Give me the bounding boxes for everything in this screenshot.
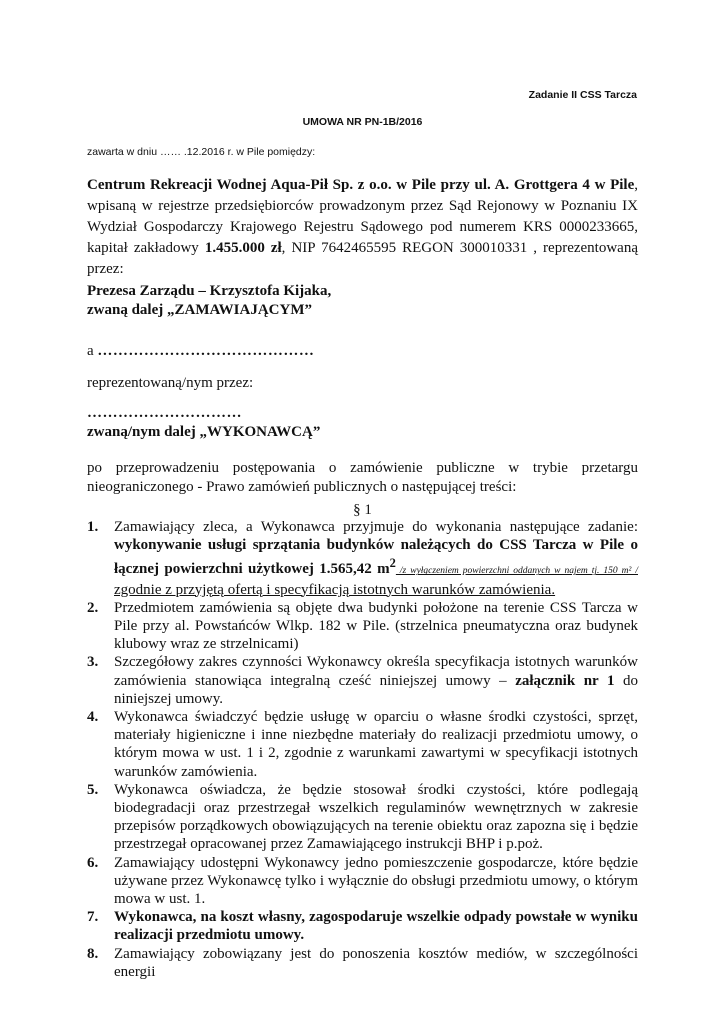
item-number: 1. bbox=[87, 519, 99, 535]
party1-paragraph bbox=[87, 175, 638, 280]
task-label: Zadanie II CSS Tarcza bbox=[528, 89, 637, 101]
party2-rep-dots: ………………………… bbox=[87, 405, 242, 421]
section-heading: § 1 bbox=[353, 502, 372, 518]
item-number: 2. bbox=[87, 599, 99, 616]
item-bold-text: wykonywanie usługi sprzątania budynków należących do CSS Tarcza w Pile o łącznej powierzchni użytkowej 1.565,42 m bbox=[114, 537, 638, 578]
concluded-line: zawarta w dniu …… .12.2016 r. w Pile pomiędzy: bbox=[87, 146, 316, 158]
list-item bbox=[87, 945, 638, 981]
list-item bbox=[87, 518, 638, 599]
item-text: Wykonawca oświadcza, że będzie stosował środki czystości, które podlegają biodegradacji oraz przestrzegał wszelkich regulaminów wewnętrznych w zakresie przepisów porządkowych obowiązujących na terenie obiektu oraz zapozna się i będzie przestrzegał opracowanej przez Zamawiającego instrukcji BHP i p.poż. bbox=[114, 781, 638, 853]
intro-paragraph: po przeprowadzeniu postępowania o zamówienie publiczne w trybie przetargu nieograniczonego - Prawo zamówień publicznych o następującej treści: bbox=[87, 460, 638, 495]
party2-line bbox=[87, 343, 314, 360]
party2-prefix: a bbox=[87, 343, 94, 359]
party1-capital: 1.455.000 zł bbox=[204, 240, 282, 256]
item-bold-text: Wykonawca, na koszt własny, zagospodaruje wszelkie odpady powstałe w wyniku realizacji przedmiotu umowy. bbox=[114, 909, 638, 944]
list-item bbox=[87, 708, 638, 781]
party1-desc1: , wpisaną w rejestrze przedsiębiorców prowadzonym przez Sąd Rejonowy w Poznaniu IX Wydział Gospodarczy Krajowego Rejestru Sądowego pod numerem KRS 0000233665, kapitał zakładowy bbox=[87, 177, 638, 256]
item-number: 5. bbox=[87, 781, 99, 798]
superscript: 2 bbox=[389, 556, 396, 571]
party1-representative bbox=[87, 282, 331, 320]
item-number: 6. bbox=[87, 854, 99, 871]
item-bold-text: załącznik nr 1 bbox=[515, 672, 615, 689]
party2-represented: reprezentowaną/nym przez: bbox=[87, 375, 254, 391]
item-number: 8. bbox=[87, 945, 99, 962]
party1-desc2: , NIP 7642465595 REGON 300010331 , reprezentowaną przez: bbox=[87, 240, 638, 277]
ordering-party-label: zwaną dalej „ZAMAWIAJĄCYM” bbox=[87, 302, 312, 318]
representative-name: Prezesa Zarządu – Krzysztofa Kijaka, bbox=[87, 283, 332, 299]
item-number: 4. bbox=[87, 709, 99, 726]
item-text: Zamawiający zleca, a Wykonawca przyjmuje do wykonania następujące zadanie: bbox=[114, 519, 638, 535]
clauses-list bbox=[87, 518, 638, 981]
item-text: Wykonawca świadczyć będzie usługę w oparciu o własne środki czystości, sprzęt, materiały higieniczne i inne niezbędne materiały do realizacji przedmiotu umowy, o którym mowa w ust. 1 i 2, zgodnie z warunkami zawartymi w specyfikacji istotnych warunków zamówienia. bbox=[114, 709, 638, 780]
item-note: /z wyłączeniem powierzchni oddanych w najem tj. 150 m² / bbox=[395, 566, 638, 577]
item-text-underlined: zgodnie z przyjętą ofertą i specyfikacją istotnych warunków zamówienia. bbox=[114, 581, 556, 598]
item-text: do niniejszej umowy. bbox=[114, 672, 638, 707]
list-item bbox=[87, 653, 638, 708]
item-number: 3. bbox=[87, 654, 99, 671]
list-item bbox=[87, 599, 638, 654]
contract-title: UMOWA NR PN-1B/2016 bbox=[302, 116, 423, 128]
item-number: 7. bbox=[87, 909, 99, 926]
list-item bbox=[87, 781, 638, 854]
list-item bbox=[87, 854, 638, 909]
contractor-label: zwaną/nym dalej „WYKONAWCĄ” bbox=[87, 424, 321, 440]
item-text: Zamawiający zobowiązany jest do ponoszenia kosztów mediów, w szczególności energii bbox=[114, 945, 638, 980]
item-text: Szczegółowy zakres czynności Wykonawcy określa specyfikacja istotnych warunków zamówienia stanowiąca integralną cześć niniejszej umowy – bbox=[114, 654, 638, 689]
list-item bbox=[87, 908, 638, 944]
party1-name: Centrum Rekreacji Wodnej Aqua-Pił Sp. z o.o. w Pile przy ul. A. Grottgera 4 w Pile bbox=[87, 177, 635, 193]
item-text: Przedmiotem zamówienia są objęte dwa budynki położone na terenie CSS Tarcza w Pile przy al. Powstańców Wlkp. 182 w Pile. (strzelnica pneumatyczna oraz budynek klubowy wraz ze strzelnicami) bbox=[114, 599, 638, 653]
party2-dots: …………………………………… bbox=[97, 343, 315, 359]
item-text: Zamawiający udostępni Wykonawcy jedno pomieszczenie gospodarcze, które będzie używane przez Wykonawcę tylko i wyłącznie do obsługi przedmiotu umowy, o którym mowa w ust. 1. bbox=[114, 854, 638, 908]
